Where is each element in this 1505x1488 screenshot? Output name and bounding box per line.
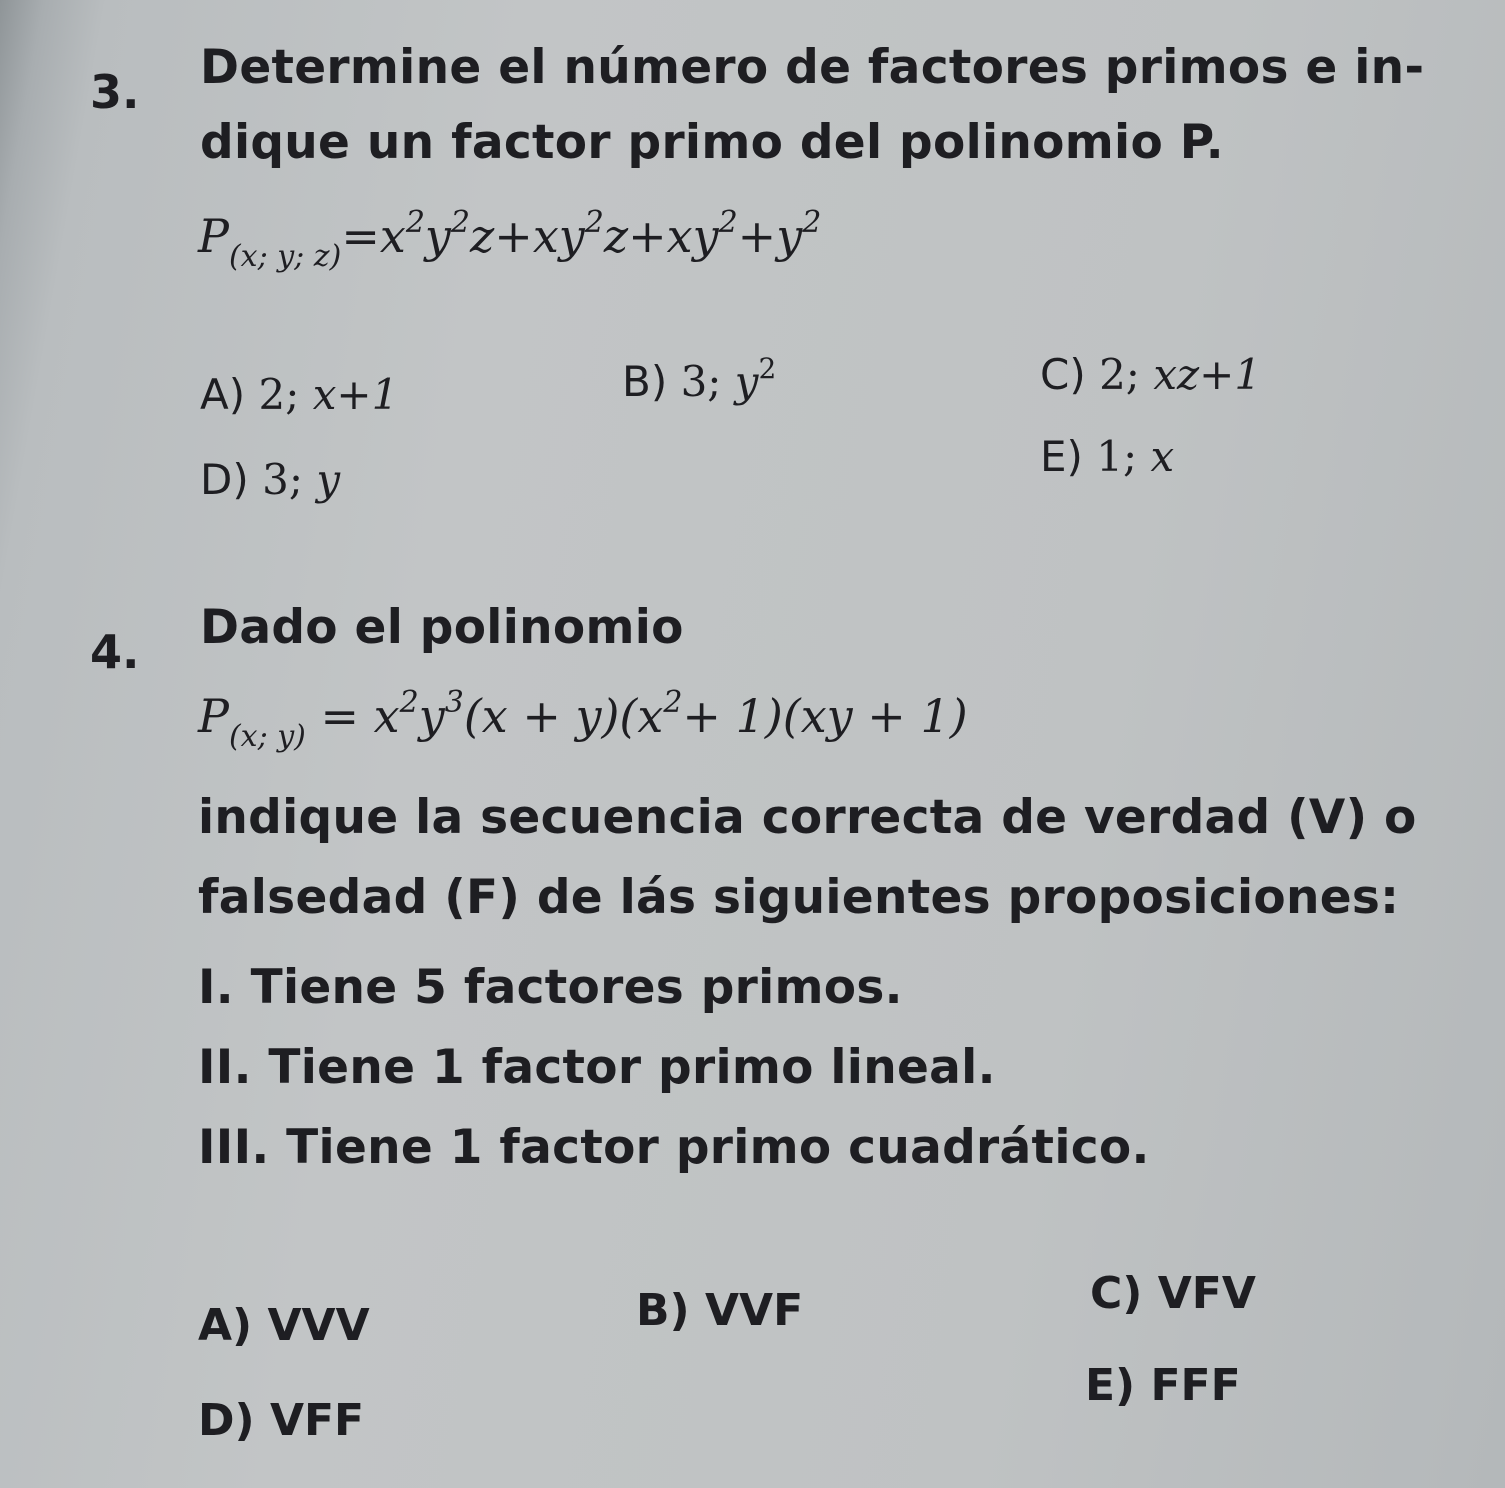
- question-3-option-b[interactable]: B) 3; $y^2$: [622, 352, 777, 406]
- question-4-text-line1: Dado el polinomio: [200, 600, 684, 655]
- question-4-formula: $P_{(x; y)} = x^2y^3(x + y)(x^2+ 1)(xy + 1)$: [198, 685, 968, 754]
- question-3-option-a[interactable]: A) 2; x+1: [200, 370, 399, 419]
- question-3-number: 3.: [90, 65, 140, 119]
- question-4-text-line3: falsedad (F) de lás siguientes proposiciones:: [198, 870, 1400, 925]
- question-3-option-d[interactable]: D) 3; y: [200, 455, 341, 504]
- question-4-proposition-1: I. Tiene 5 factores primos.: [198, 960, 903, 1015]
- question-4-text-line2: indique la secuencia correcta de verdad (V) o: [198, 790, 1417, 845]
- question-3-option-e[interactable]: E) 1; x: [1040, 432, 1175, 481]
- question-4-proposition-2: II. Tiene 1 factor primo lineal.: [198, 1040, 996, 1095]
- question-4-option-d[interactable]: D) VFF: [198, 1395, 365, 1446]
- question-3-formula: $P_{(x; y; z)}=x^2y^2z+xy^2z+xy^2+y^2$: [198, 205, 822, 274]
- question-4-option-e[interactable]: E) FFF: [1085, 1360, 1241, 1411]
- question-4-option-c[interactable]: C) VFV: [1090, 1268, 1256, 1319]
- question-3-text-line2: dique un factor primo del polinomio P.: [200, 115, 1224, 170]
- question-4-proposition-3: III. Tiene 1 factor primo cuadrático.: [198, 1120, 1150, 1175]
- question-4-option-b[interactable]: B) VVF: [636, 1285, 804, 1336]
- question-4-option-a[interactable]: A) VVV: [198, 1300, 370, 1351]
- question-3-option-c[interactable]: C) 2; xz+1: [1040, 350, 1262, 399]
- question-4-number: 4.: [90, 625, 140, 679]
- question-3-text-line1: Determine el número de factores primos e in-: [200, 40, 1425, 95]
